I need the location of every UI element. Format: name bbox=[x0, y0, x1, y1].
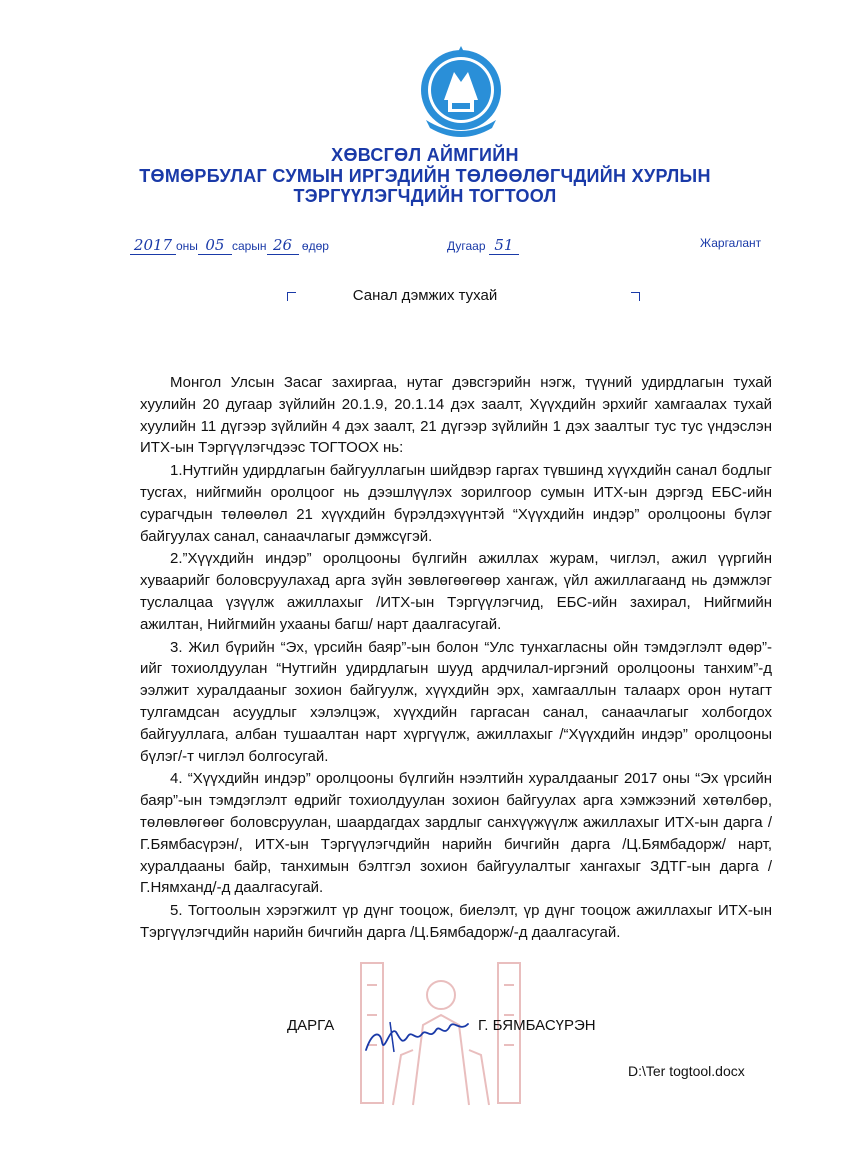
paragraph-item-5: 5. Тогтоолын хэрэгжилт үр дүнг тооцож, биелэлт, үр дүнг тооцож ажиллахыг ИТХ-ын Тэргүүлэгчдийн нарийн бичгийн дарга /Ц.Бямбадорж/-д даалгасугай. bbox=[140, 902, 772, 941]
paragraph-item-2: 2.”Хүүхдийн индэр” оролцооны бүлгийн ажиллах журам, чиглэл, ажил үүргийн хуваарийг боловсруулахад арга зүйн зөвлөгөөгөөр хангаж, үйл ажиллагаанд нь дэмжлэг туслалцаа үзүүлж ажиллахыг /ИТХ-ын Тэргүүлэгчид, ЕБС-ийн захирал, Нийгмийн ажилтан, Нийгмийн ухааны багш/ нарт даалгасугай. bbox=[140, 550, 772, 633]
resolution-body bbox=[140, 372, 772, 945]
date-line bbox=[130, 236, 329, 255]
signatory-title: ДАРГА bbox=[287, 1017, 335, 1034]
header-line-resolution: ТЭРГҮҮЛЭГЧДИЙН ТОГТООЛ bbox=[293, 186, 557, 206]
signatory-name: Г. БЯМБАСҮРЭН bbox=[478, 1017, 596, 1034]
number-value: 51 bbox=[489, 236, 519, 255]
date-month: 05 bbox=[198, 236, 232, 255]
date-month-label: сарын bbox=[231, 239, 267, 253]
place-name: Жаргалант bbox=[700, 236, 762, 250]
file-path: D:\Ter togtool.docx bbox=[628, 1063, 745, 1079]
paragraph-item-4: 4. “Хүүхдийн индэр” оролцооны бүлгийн нээлтийн хуралдааныг 2017 оны “Эх үрсийн баяр”-ын тэмдэглэлт өдрийг тохиолдуулан зохион байгуулах арга хэмжээний хөтөлбөр, төлөвлөгөөг боловсруулан, шаардагдах зардлыг санхүүжүүлж ажиллахыг ИТХ-ын дарга /Г.Бямбасүрэн/, ИТХ-ын Тэргүүлэгчдийн нарийн бичгийн дарга /Ц.Бямбадорж/ нарт, хуралдааны байр, танхимын бэлтгэл зохион байгуулалтыг хангахыг ЗДТГ-ын дарга /Г.Нямханд/-д даалгасугай. bbox=[140, 770, 772, 897]
handwritten-signature-icon bbox=[360, 1012, 475, 1062]
date-day: 26 bbox=[267, 236, 299, 255]
state-emblem-icon bbox=[416, 42, 506, 142]
date-year: 2017 bbox=[130, 236, 176, 255]
subject-title: Санал дэмжих тухай bbox=[352, 287, 498, 304]
date-day-label: өдөр bbox=[301, 239, 329, 253]
paragraph-preamble: Монгол Улсын Засаг захиргаа, нутаг дэвсгэрийн нэгж, түүний удирдлагын тухай хуулийн 20 дугаар зүйлийн 20.1.9, 20.1.14 дэх заалт, Хүүхдийн эрхийг хамгаалах тухай хуулийн 11 дүгээр зүйлийн 4 дэх заалт, 21 дүгээр зүйлийн 1 дэх заалтыг тус тус үндэслэн ИТХ-ын Тэргүүлэгчдээс ТОГТООХ нь: bbox=[140, 374, 772, 457]
paragraph-item-1: 1.Нутгийн удирдлагын байгууллагын шийдвэр гаргах түвшинд хүүхдийн санал бодлыг тусгах, нийгмийн оролцоог нь дээшлүүлэх зорилгоор сумын ИТХ-ын дэргэд ЕБС-ийн сурагчдын төлөөлөл 21 хүүхдийн бүрэлдэхүүнтэй “Хүүхдийн индэр” оролцооны бүлэг байгуулах санал, санаачлагыг дэмжсүгэй. bbox=[140, 462, 772, 545]
date-year-label: оны bbox=[176, 239, 198, 253]
number-label: Дугаар bbox=[447, 239, 486, 253]
resolution-number bbox=[447, 236, 519, 255]
paragraph-item-3: 3. Жил бүрийн “Эх, үрсийн баяр”-ын болон “Улс тунхагласны ойн тэмдэглэлт өдөр”-ийг тохиолдуулан “Нутгийн удирдлагын шууд ардчилал-иргэний оролцооны танхим”-д ээлжит хуралдааныг зохион байгуулж, хүүхдийн эрх, хамгааллын талаарх орон нутагт тулгамдсан асуудлыг хэлэлцэж, хүүхдийн гаргасан санал, санаачлагыг холбогдох байгууллага, албан тушаалтан нарт хүргүүлж, ажиллахыг /“Хүүхдийн индэр” оролцооны бүлэг/-т чиглэл болгосугай. bbox=[140, 638, 772, 765]
header-line-council: ТӨМӨРБУЛАГ СУМЫН ИРГЭДИЙН ТӨЛӨӨЛӨГЧДИЙН ХУРЛЫН bbox=[139, 166, 711, 186]
header-line-aimag: ХӨВСГӨЛ АЙМГИЙН bbox=[331, 145, 519, 165]
